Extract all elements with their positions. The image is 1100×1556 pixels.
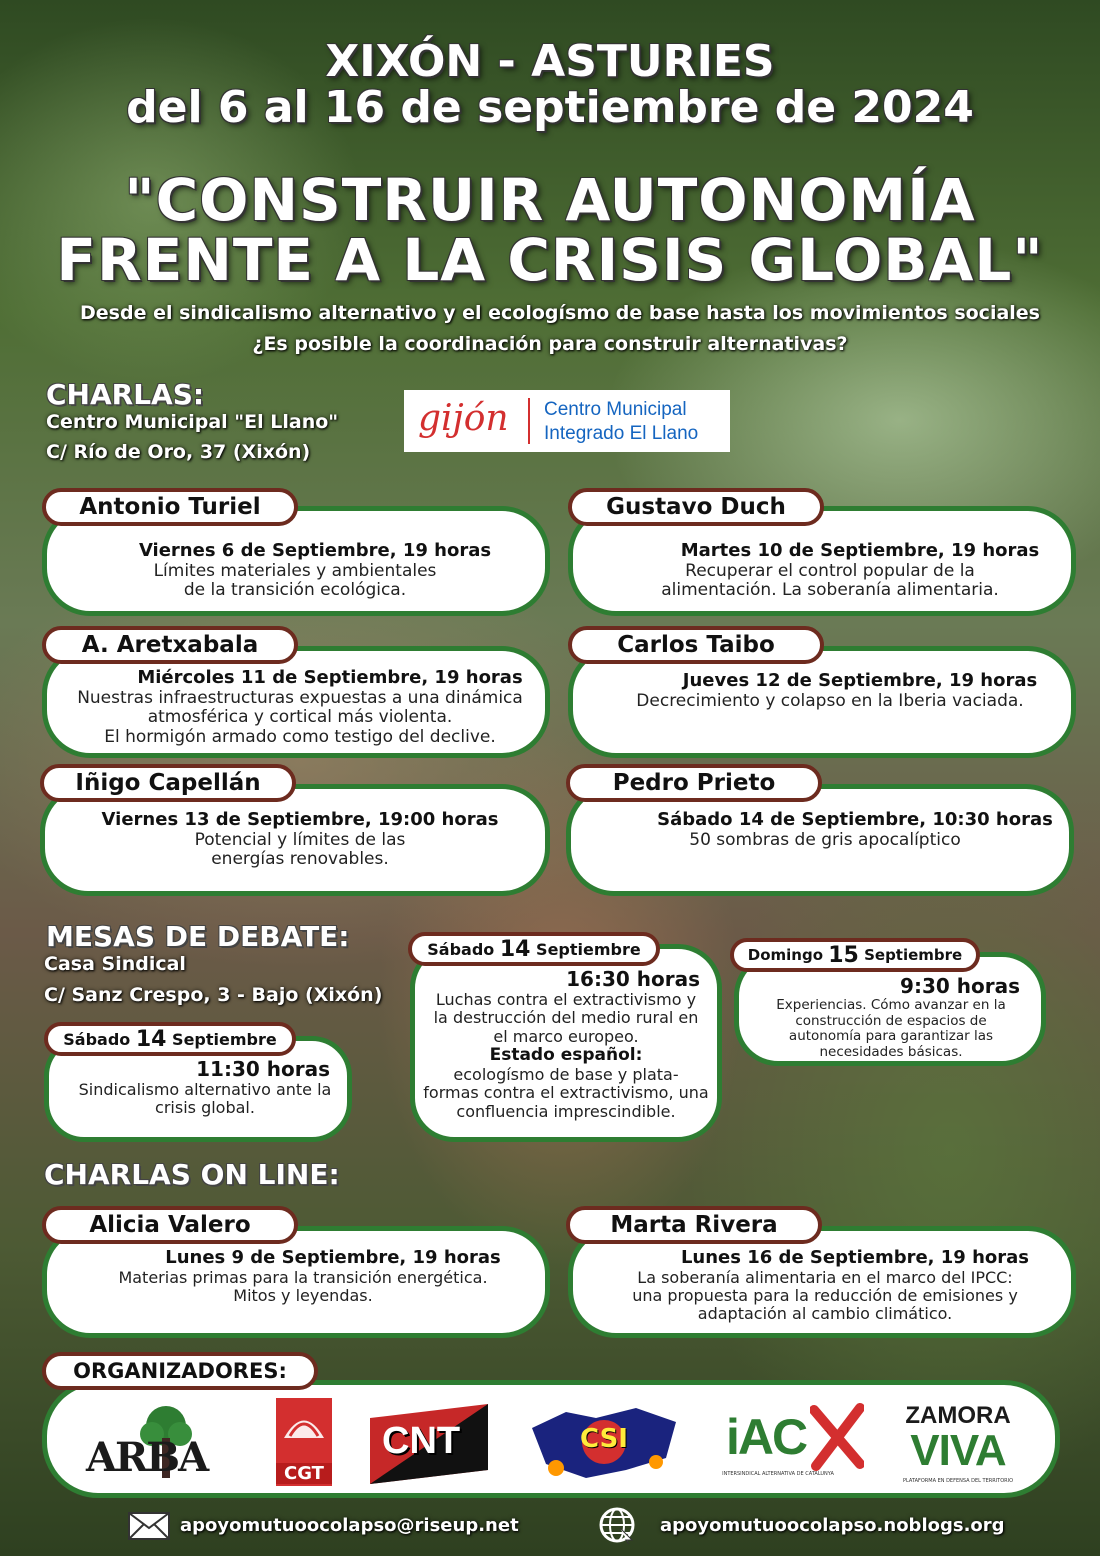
session-date-pill	[408, 932, 660, 966]
iac-cross-icon	[810, 1402, 864, 1472]
arba-text: ARBA	[86, 1434, 208, 1481]
session-line: Experiencias. Cómo avanzar en la	[776, 997, 1006, 1013]
session-line: construcción de espacios de	[795, 1012, 987, 1029]
globe-icon	[598, 1506, 636, 1544]
session-day: Domingo	[747, 946, 823, 964]
venue-logo-line2: Integrado El Llano	[544, 423, 699, 444]
session-day-number: 14	[499, 936, 531, 962]
session-details	[420, 968, 712, 1121]
talk-date: Lunes 9 de Septiembre, 19 horas	[165, 1247, 501, 1268]
talk-details	[590, 671, 1070, 711]
cnt-logo	[370, 1404, 488, 1484]
talk-date: Viernes 6 de Septiembre, 19 horas	[138, 540, 492, 561]
session-line: confluencia imprescindible.	[456, 1101, 676, 1121]
mesas-address: C/ Sanz Crespo, 3 - Bajo (Xixón)	[44, 984, 383, 1006]
gijon-logo-text: gijón	[418, 398, 509, 439]
session-subheading: Estado español:	[489, 1045, 643, 1066]
speaker-name: Pedro Prieto	[566, 764, 822, 802]
talk-details	[58, 1248, 548, 1305]
csi-text: CSI	[580, 1424, 628, 1454]
session-day: Sábado	[63, 1029, 131, 1049]
session-line: autonomía para garantizar las	[788, 1028, 994, 1045]
speaker-name: Gustavo Duch	[568, 488, 824, 526]
charlas-venue: Centro Municipal "El Llano"	[46, 411, 339, 433]
session-details	[748, 975, 1034, 1060]
zamora-text: ZAMORA	[905, 1402, 1011, 1429]
dates-heading: del 6 al 16 de septiembre de 2024	[126, 82, 974, 133]
zamora-caption: PLATAFORMA EN DEFENSA DEL TERRITORIO	[902, 1478, 1014, 1484]
talk-date: Lunes 16 de Septiembre, 19 horas	[680, 1247, 1030, 1268]
talk-line: alimentación. La soberanía alimentaria.	[661, 580, 999, 601]
venue-logo-line1: Centro Municipal	[544, 399, 687, 420]
talk-date: Miércoles 11 de Septiembre, 19 horas	[137, 667, 523, 688]
iac-text: iAC	[726, 1409, 807, 1465]
session-line: Sindicalismo alternativo ante la	[78, 1080, 332, 1099]
mesas-heading: MESAS DE DEBATE:	[46, 920, 350, 953]
title-line-1: "CONSTRUIR AUTONOMÍA	[124, 166, 976, 234]
title-line-2: FRENTE A LA CRISIS GLOBAL"	[56, 226, 1044, 294]
session-time: 9:30 horas	[900, 974, 1020, 998]
talk-date: Martes 10 de Septiembre, 19 horas	[680, 540, 1040, 561]
talk-line: atmosférica y cortical más violenta.	[147, 707, 453, 728]
session-line: formas contra el extractivismo, una	[423, 1083, 709, 1103]
online-heading: CHARLAS ON LINE:	[44, 1158, 340, 1191]
iac-caption: INTERSINDICAL ALTERNATIVA DE CATALUNYA	[722, 1471, 834, 1477]
talk-date: Jueves 12 de Septiembre, 19 horas	[682, 670, 1038, 691]
session-line: Luchas contra el extractivismo y	[435, 990, 697, 1009]
mail-icon	[128, 1512, 170, 1540]
session-time: 16:30 horas	[566, 967, 700, 991]
talk-line: Decrecimiento y colapso en la Iberia vaciada.	[636, 690, 1024, 711]
talk-line: Recuperar el control popular de la	[685, 560, 975, 581]
talk-details	[70, 541, 560, 601]
cgt-emblem-icon	[276, 1398, 332, 1458]
talk-details	[585, 810, 1065, 850]
talk-details	[580, 1248, 1070, 1324]
session-day-number: 14	[135, 1026, 167, 1052]
location-heading: XIXÓN - ASTURIES	[325, 36, 775, 87]
talk-line: Límites materiales y ambientales	[153, 560, 437, 581]
talk-line: Potencial y límites de las	[194, 829, 406, 850]
session-month: Septiembre	[172, 1029, 277, 1049]
session-date-pill	[44, 1022, 296, 1056]
session-line: ecologísmo de base y plata-	[453, 1064, 679, 1084]
arba-logo	[86, 1404, 238, 1484]
talk-line: La soberanía alimentaria en el marco del IPCC:	[637, 1267, 1013, 1287]
contact-email[interactable]: apoyomutuoocolapso@riseup.net	[180, 1515, 519, 1536]
talk-details	[50, 668, 550, 747]
session-day: Sábado	[427, 939, 495, 959]
logo-divider	[528, 398, 530, 444]
talk-line: El hormigón armado como testigo del declive.	[104, 726, 496, 747]
talk-line: 50 sombras de gris apocalíptico	[689, 829, 961, 850]
session-day-number: 15	[828, 942, 859, 968]
session-line: necesidades básicas.	[819, 1043, 963, 1060]
session-time: 11:30 horas	[196, 1057, 330, 1081]
talk-date: Viernes 13 de Septiembre, 19:00 horas	[101, 809, 499, 830]
speaker-name: Carlos Taibo	[568, 626, 824, 664]
speaker-name: A. Aretxabala	[42, 626, 298, 664]
talk-line: de la transición ecológica.	[183, 580, 407, 601]
talk-line: Materias primas para la transición energética.	[118, 1267, 488, 1287]
session-details	[60, 1058, 350, 1118]
cnt-text: CNT	[382, 1420, 461, 1462]
talk-line: Nuestras infraestructuras expuestas a una dinámica	[77, 687, 523, 708]
session-month: Septiembre	[536, 939, 641, 959]
talk-details	[60, 810, 540, 870]
iac-logo	[718, 1402, 864, 1486]
talk-date: Sábado 14 de Septiembre, 10:30 horas	[657, 809, 1053, 830]
cgt-text: CGT	[276, 1463, 332, 1484]
charlas-heading: CHARLAS:	[46, 378, 205, 411]
charlas-address: C/ Río de Oro, 37 (Xixón)	[46, 441, 311, 463]
mesas-venue: Casa Sindical	[44, 953, 186, 975]
speaker-name: Alicia Valero	[42, 1206, 298, 1244]
talk-line: adaptación al cambio climático.	[697, 1304, 953, 1324]
session-month: Septiembre	[864, 946, 963, 964]
speaker-name: Iñigo Capellán	[40, 764, 296, 802]
venue-logo	[404, 390, 730, 452]
subtitle-line-2: ¿Es posible la coordinación para construir alternativas?	[252, 333, 848, 355]
speaker-name: Antonio Turiel	[42, 488, 298, 526]
cgt-logo	[276, 1398, 332, 1486]
session-line: la destrucción del medio rural en	[433, 1008, 699, 1028]
speaker-name: Marta Rivera	[566, 1206, 822, 1244]
viva-text: VIVA	[910, 1426, 1006, 1475]
session-line: el marco europeo.	[493, 1026, 639, 1046]
talk-line: una propuesta para la reducción de emisiones y	[632, 1286, 1018, 1306]
talk-line: energías renovables.	[211, 849, 389, 870]
organizers-heading: ORGANIZADORES:	[42, 1352, 318, 1390]
csi-logo	[526, 1398, 682, 1484]
subtitle-line-1: Desde el sindicalismo alternativo y el ecologísmo de base hasta los movimientos sociales	[80, 302, 1040, 324]
session-line: crisis global.	[155, 1098, 255, 1118]
talk-line: Mitos y leyendas.	[233, 1286, 373, 1306]
talk-details	[590, 541, 1070, 601]
session-date-pill	[730, 938, 980, 972]
website-link[interactable]: apoyomutuoocolapso.noblogs.org	[660, 1515, 1005, 1536]
zamora-viva-logo	[898, 1402, 1018, 1486]
